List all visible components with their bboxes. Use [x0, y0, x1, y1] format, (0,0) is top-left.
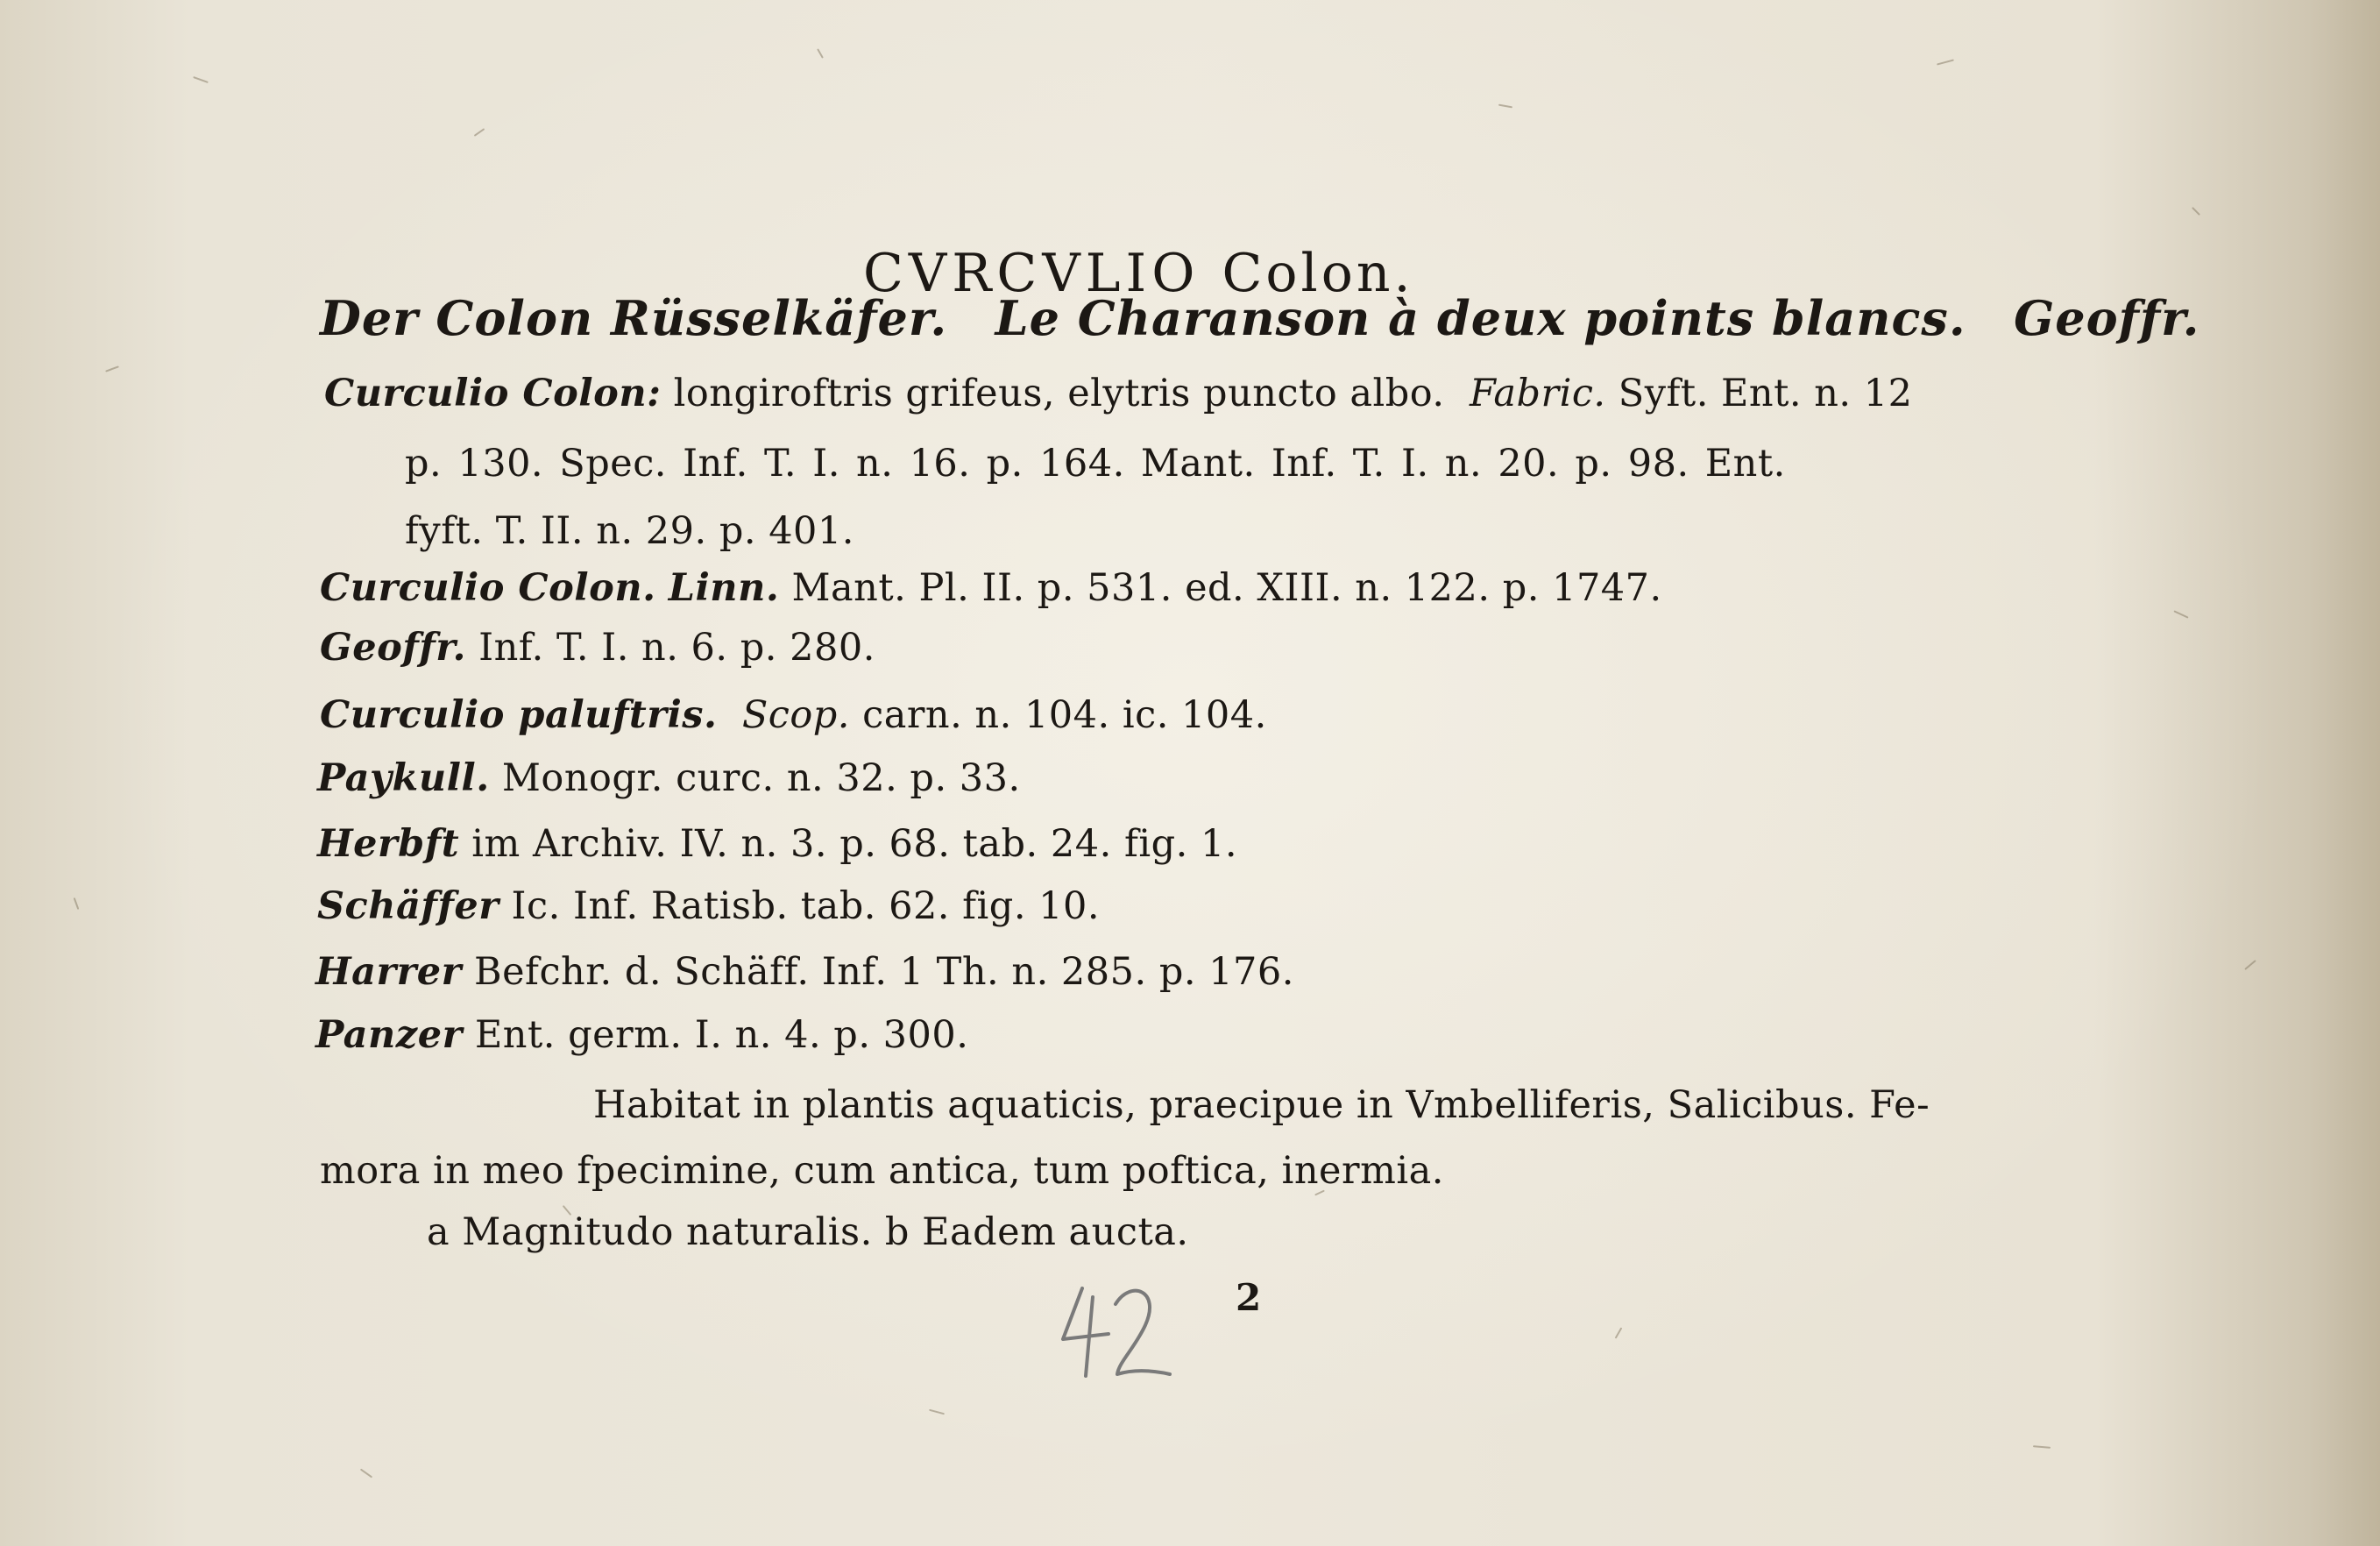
french-name-authority: Geoffr.: [2014, 290, 2200, 346]
synonym-name: Curculio Colon:: [324, 372, 662, 415]
synonym-fabricius-line2: [405, 442, 1786, 486]
synonym-reference: fyft. T. II. n. 29. p. 401.: [405, 509, 854, 553]
synonym-reference: Syft. Ent. n. 12: [1618, 372, 1913, 415]
synonym-linnaeus: [320, 566, 1662, 610]
figure-legend-text: a Magnitudo naturalis. b Eadem aucta.: [427, 1210, 1189, 1254]
synonym-geoffroy: [320, 626, 875, 670]
paper-fleck: [2192, 207, 2200, 216]
paper-fleck: [1615, 1327, 1623, 1338]
synonym-author: Herbft: [317, 822, 460, 866]
paper-fleck: [929, 1409, 945, 1415]
synonym-reference: Inf. T. I. n. 6. p. 280.: [478, 626, 875, 670]
pencil-annotation-42: [1047, 1271, 1179, 1394]
synonym-scopoli: [320, 693, 1267, 737]
synonym-author: Paykull.: [317, 756, 490, 800]
synonym-herbst: [317, 822, 1237, 866]
synonym-author: Panzer: [315, 1013, 463, 1057]
paper-fleck: [1937, 59, 1954, 65]
german-name: Der Colon Rüsselkäfer.: [320, 290, 948, 346]
synonym-reference: Ic. Inf. Ratisb. tab. 62. fig. 10.: [511, 884, 1101, 928]
synonym-reference: Befchr. d. Schäff. Inf. 1 Th. n. 285. p. 176.: [473, 950, 1294, 994]
synonym-reference: Ent. germ. I. n. 4. p. 300.: [474, 1013, 969, 1057]
synonym-author: Fabric.: [1469, 372, 1606, 415]
vernacular-names: [320, 290, 2200, 346]
paper-fleck: [74, 897, 80, 910]
synonym-author: Harrer: [315, 950, 462, 994]
synonym-paykull: [317, 756, 1021, 800]
title-genus: CVRCVLIO: [863, 243, 1201, 304]
synonym-name: Curculio paluftris.: [320, 693, 718, 737]
synonym-diagnosis: longiroftris grifeus, elytris puncto albo.: [673, 372, 1445, 415]
synonym-reference: Monogr. curc. n. 32. p. 33.: [501, 756, 1021, 800]
habitat-line1: [593, 1083, 1930, 1127]
synonym-reference: im Archiv. IV. n. 3. p. 68. tab. 24. fig. 1.: [471, 822, 1237, 866]
synonym-author: Linn.: [668, 566, 780, 610]
synonym-author: Schäffer: [317, 884, 499, 928]
habitat-text: Habitat in plantis aquaticis, praecipue in Vmbelliferis, Salicibus. Fe-: [593, 1083, 1930, 1127]
figure-legend: [427, 1210, 1189, 1254]
habitat-line2: [320, 1149, 1444, 1193]
synonym-reference: p. 130. Spec. Inf. T. I. n. 16. p. 164. Mant. Inf. T. I. n. 20. p. 98. Ent.: [405, 442, 1786, 486]
synonym-reference: Mant. Pl. II. p. 531. ed. XIII. n. 122. p. 1747.: [791, 566, 1662, 610]
title-species: Colon.: [1222, 243, 1414, 304]
synonym-reference: carn. n. 104. ic. 104.: [862, 693, 1267, 737]
synonym-fabricius-line3: [405, 509, 854, 553]
paper-fleck: [2244, 960, 2256, 970]
paper-fleck: [1498, 104, 1512, 109]
synonym-panzer: [315, 1013, 969, 1057]
synonym-schaeffer: [317, 884, 1101, 928]
folio-number: 2: [1236, 1276, 1262, 1319]
synonym-harrer: [315, 950, 1294, 994]
paper-fleck: [474, 128, 485, 137]
synonym-author: Geoffr.: [320, 626, 466, 670]
paper-fleck: [2173, 610, 2188, 618]
synonym-fabricius-line1: [324, 372, 1913, 415]
paper-fleck: [193, 76, 209, 83]
paper-fleck: [817, 48, 824, 58]
habitat-text: mora in meo fpecimine, cum antica, tum poftica, inermia.: [320, 1149, 1444, 1193]
french-name: Le Charanson à deux points blancs.: [995, 290, 1966, 346]
synonym-name: Curculio Colon.: [320, 566, 656, 610]
paper-fleck: [105, 365, 119, 372]
paper-fleck: [360, 1469, 372, 1479]
paper-fleck: [2033, 1445, 2051, 1449]
synonym-author: Scop.: [741, 693, 850, 737]
